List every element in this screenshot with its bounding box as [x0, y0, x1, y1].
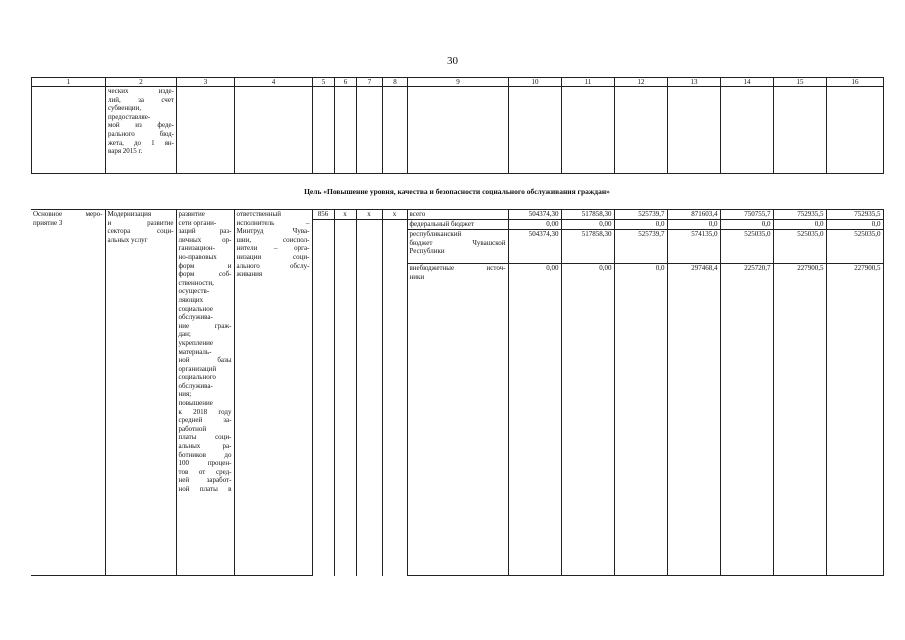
col-header: 7 [357, 78, 383, 87]
measure-executors: ответственный исполнитель – Минтруд Чува- шии, соиспол- нители – орга- низации соци- ального обслу- живания [234, 210, 312, 576]
value-cell: 752935,5 [773, 210, 826, 220]
value-cell: 525035,0 [773, 230, 826, 264]
col-header: 1 [32, 78, 106, 87]
column-number-row [32, 78, 884, 87]
col-header: 15 [774, 78, 827, 87]
col-header: 5 [313, 78, 335, 87]
value-cell: 0,00 [508, 220, 561, 230]
col-header: 16 [827, 78, 884, 87]
col-header: 6 [335, 78, 357, 87]
value-cell: 0,00 [561, 264, 614, 576]
page-number: 30 [447, 55, 458, 67]
code-x: х [356, 210, 382, 220]
continuation-row [32, 87, 884, 174]
value-cell: 297468,4 [667, 264, 720, 576]
col-header: 2 [106, 78, 177, 87]
col-header: 8 [383, 78, 408, 87]
col-header: 12 [615, 78, 668, 87]
funding-source: федеральный бюджет [407, 220, 508, 230]
col-header: 4 [235, 78, 313, 87]
measure-name: Основное меро- приятие 3 [31, 210, 105, 576]
continuation-table [31, 77, 884, 174]
value-cell: 0,0 [614, 220, 667, 230]
col-header: 11 [562, 78, 615, 87]
value-cell: 0,0 [826, 220, 883, 230]
value-cell: 517858,30 [561, 210, 614, 220]
value-cell: 752935,5 [826, 210, 883, 220]
value-cell: 0,0 [614, 264, 667, 576]
funding-source: внебюджетные источ- ники [407, 264, 508, 576]
value-cell: 525739,7 [614, 210, 667, 220]
funding-source: всего [407, 210, 508, 220]
table-row [31, 210, 883, 220]
col-header: 13 [668, 78, 721, 87]
value-cell: 504374,30 [508, 210, 561, 220]
value-cell: 525739,7 [614, 230, 667, 264]
code-x: х [382, 210, 407, 220]
value-cell: 227900,5 [826, 264, 883, 576]
value-cell: 525035,0 [720, 230, 773, 264]
value-cell: 0,0 [773, 220, 826, 230]
measure-title: Модернизация и развитие сектора соци- альных услуг [105, 210, 176, 576]
col-header: 3 [177, 78, 235, 87]
funding-source: республиканский бюджет Чувашской Республики [407, 230, 508, 264]
budget-code: 856 [312, 210, 334, 220]
col-header: 9 [408, 78, 509, 87]
value-cell: 504374,30 [508, 230, 561, 264]
col-header: 10 [509, 78, 562, 87]
continuation-text: ческих изде- лий, за счет субвенции, предоставляе- мой из феде- рального бюд- жета, до 1 ян- варя 2015 г. [106, 87, 177, 174]
value-cell: 0,00 [561, 220, 614, 230]
col-header: 14 [721, 78, 774, 87]
goal-title: Цель «Повышение уровня, качества и безопасности социального обслуживания граждан» [304, 187, 610, 196]
value-cell: 225720,7 [720, 264, 773, 576]
value-cell: 517858,30 [561, 230, 614, 264]
value-cell: 871603,4 [667, 210, 720, 220]
value-cell: 227900,5 [773, 264, 826, 576]
code-x: х [334, 210, 356, 220]
value-cell: 750755,7 [720, 210, 773, 220]
value-cell: 0,0 [667, 220, 720, 230]
value-cell: 525035,0 [826, 230, 883, 264]
value-cell: 574135,0 [667, 230, 720, 264]
measure-table [31, 209, 884, 576]
value-cell: 0,00 [508, 264, 561, 576]
measure-description: развитие сети органи- заций раз- личных ор- ганизацион- но-правовых форм и форм соб- ственности, осуществ- ляющих социальное обслужива- ние граж- дан; укрепление материаль- ной базы организаций социального обслужива- ния; повышение к 2018 году средней за- работной платы соци- альных ра- ботников до 100 процен- тов от сред- ней заработ- ной платы в [176, 210, 234, 576]
value-cell: 0,0 [720, 220, 773, 230]
